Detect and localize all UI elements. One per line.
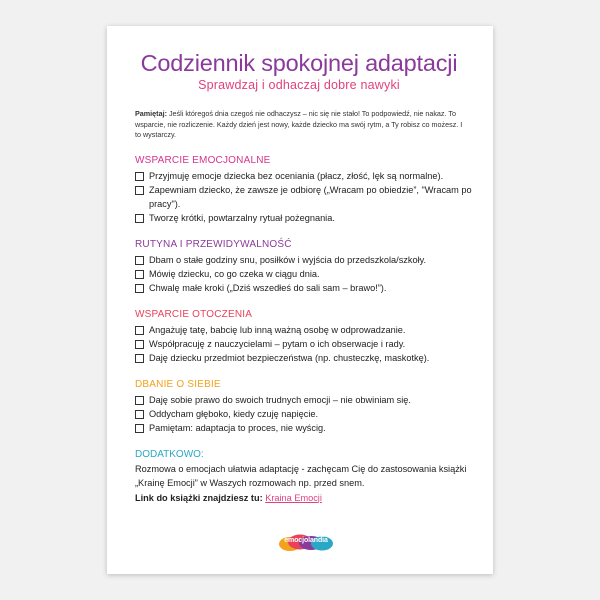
checklist-item-text: Angażuję tatę, babcię lub inną ważną osobę w odprowadzanie. bbox=[149, 324, 406, 335]
extra-link-line bbox=[135, 491, 473, 506]
checkbox[interactable] bbox=[135, 354, 144, 363]
checklist-item[interactable] bbox=[135, 281, 473, 295]
checklist-item[interactable] bbox=[135, 393, 473, 407]
checklist-item-text: Oddycham głęboko, kiedy czuję napięcie. bbox=[149, 408, 319, 419]
checkbox[interactable] bbox=[135, 214, 144, 223]
checklist-item[interactable] bbox=[135, 407, 473, 421]
checklist-item-text: Dbam o stałe godziny snu, posiłków i wyjścia do przedszkola/szkoły. bbox=[149, 254, 427, 265]
checkbox[interactable] bbox=[135, 186, 144, 195]
checkbox[interactable] bbox=[135, 284, 144, 293]
section-4 bbox=[135, 379, 473, 435]
checklist-item[interactable] bbox=[135, 211, 473, 225]
checkbox[interactable] bbox=[135, 410, 144, 419]
checklist-item[interactable] bbox=[135, 253, 473, 267]
extra-title: DODATKOWO: bbox=[135, 448, 204, 460]
checklist-item-text: Daję dziecku przedmiot bezpieczeństwa (np. chusteczkę, maskotkę). bbox=[149, 352, 430, 363]
checklist-item-text: Współpracuję z nauczycielami – pytam o ich obserwacje i rady. bbox=[149, 338, 406, 349]
book-link[interactable]: Kraina Emocji bbox=[265, 492, 322, 503]
section-3 bbox=[135, 309, 473, 365]
checklist-item[interactable] bbox=[135, 183, 473, 211]
checklist-item[interactable] bbox=[135, 421, 473, 435]
checkbox[interactable] bbox=[135, 270, 144, 279]
extra-text: Rozmowa o emocjach ułatwia adaptację - zachęcam Cię do zastosowania książki „Krainę Emocji” w Waszych rozmowach np. przed snem. bbox=[135, 463, 467, 488]
sections-container bbox=[135, 155, 473, 435]
checkbox[interactable] bbox=[135, 340, 144, 349]
extra-link-label: Link do książki znajdziesz tu: bbox=[135, 492, 263, 503]
section-1 bbox=[135, 155, 473, 225]
section-title: DBANIE O SIEBIE bbox=[135, 378, 221, 390]
checkbox[interactable] bbox=[135, 172, 144, 181]
checklist-item-text: Przyjmuję emocje dziecka bez oceniania (płacz, złość, lęk są normalne). bbox=[149, 170, 444, 181]
checklist-item-text: Pamiętam: adaptacja to proces, nie wyścig. bbox=[149, 422, 326, 433]
checklist-item-text: Chwalę małe kroki („Dziś wszedłeś do sali sam – brawo!”). bbox=[149, 282, 387, 293]
checklist-item-text: Mówię dziecku, co go czeka w ciągu dnia. bbox=[149, 268, 320, 279]
reminder-text: Jeśli któregoś dnia czegoś nie odhaczysz – nic się nie stało! To podpowiedź, nie nakaz. To wsparcie, nie rozliczenie. Każdy dzień jest nowy, każde dziecko ma swój rytm, a Ty robisz co możesz. I to wystarczy. bbox=[135, 109, 463, 139]
checkbox[interactable] bbox=[135, 424, 144, 433]
section-title: WSPARCIE EMOCJONALNE bbox=[135, 154, 271, 166]
checklist-item-text: Zapewniam dziecko, że zawsze je odbiorę („Wracam po obiedzie”, "Wracam po pracy"). bbox=[149, 184, 472, 209]
checklist-sheet bbox=[107, 26, 493, 574]
checkbox[interactable] bbox=[135, 256, 144, 265]
page-title: Codziennik spokojnej adaptacji bbox=[140, 50, 458, 76]
reminder-note bbox=[135, 109, 469, 141]
reminder-label: Pamiętaj: bbox=[135, 109, 167, 118]
checkbox[interactable] bbox=[135, 326, 144, 335]
checklist-item[interactable] bbox=[135, 169, 473, 183]
section-title: RUTYNA I PRZEWIDYWALNOŚĆ bbox=[135, 238, 292, 250]
checkbox[interactable] bbox=[135, 396, 144, 405]
checklist-item[interactable] bbox=[135, 337, 473, 351]
checklist-item[interactable] bbox=[135, 267, 473, 281]
checklist-item[interactable] bbox=[135, 351, 473, 365]
logo-text: emocjolandia bbox=[284, 537, 328, 544]
page-subtitle: Sprawdzaj i odhaczaj dobre nawyki bbox=[198, 78, 400, 92]
checklist-item-text: Daję sobie prawo do swoich trudnych emocji – nie obwiniam się. bbox=[149, 394, 411, 405]
checklist-item[interactable] bbox=[135, 323, 473, 337]
section-title: WSPARCIE OTOCZENIA bbox=[135, 308, 253, 320]
section-2 bbox=[135, 239, 473, 295]
emocjolandia-logo bbox=[278, 534, 334, 552]
checklist-item-text: Tworzę krótki, powtarzalny rytuał pożegnania. bbox=[149, 212, 335, 223]
